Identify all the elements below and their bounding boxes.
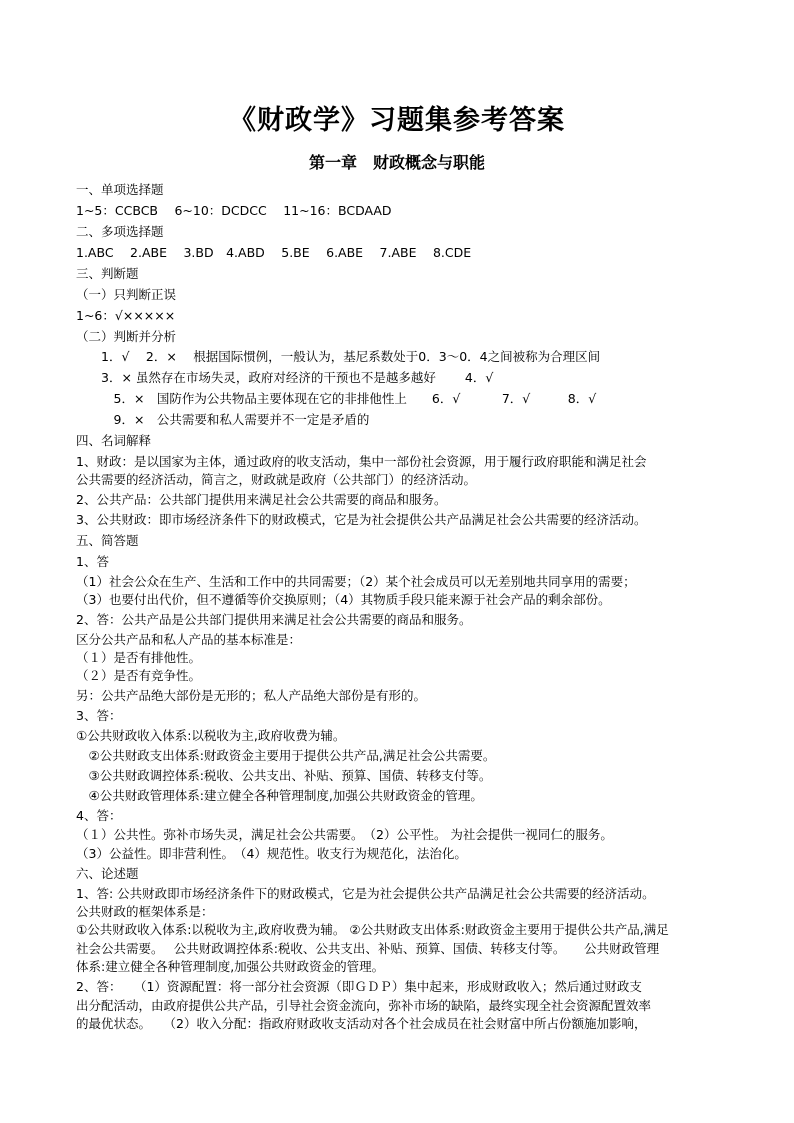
text-line: （1）社会公众在生产、生活和工作中的共同需要；（2）某个社会成员可以无差别地共同享用的需要； (76, 574, 636, 589)
text-line: 3、公共财政：即市场经济条件下的财政模式，它是为社会提供公共产品满足社会公共需要的经济活动。 (76, 512, 647, 527)
text-line: 五、简答题 (76, 533, 139, 548)
text-line: 1、答: 公共财政即市场经济条件下的财政模式，它是为社会提供公共产品满足社会公共需要的经济活动。 (76, 886, 655, 901)
text-line: 公共财政的框架体系是： (76, 904, 214, 919)
text-line: （１）公共性。弥补市场失灵，满足社会公共需要。 （2）公平性。 为社会提供一视同仁的服务。 (76, 827, 613, 842)
text-line: 4、答： (76, 808, 122, 823)
text-line: 三、判断题 (76, 266, 139, 281)
text-line: ②公共财政支出体系:财政资金主要用于提供公共产品,满足社会公共需要。 (76, 748, 496, 763)
text-line: ①公共财政收入体系:以税收为主,政府收费为辅。 (76, 728, 346, 743)
text-line: 体系:建立健全各种管理制度,加强公共财政资金的管理。 (76, 959, 385, 974)
text-line: （１）是否有排他性。 (76, 650, 202, 665)
text-line: ④公共财政管理体系:建立健全各种管理制度,加强公共财政资金的管理。 (76, 788, 483, 803)
text-line: （一）只判断正误 (76, 287, 177, 302)
text-line: 区分公共产品和私人产品的基本标准是： (76, 632, 302, 647)
text-line: 四、名词解释 (76, 433, 152, 448)
text-line: 的最优状态。 （2）收入分配：指政府财政收支活动对各个社会成员在社会财富中所占份额施加影响， (76, 1016, 647, 1031)
text-line: 1．√ 2．× 根据国际惯例，一般认为，基尼系数处于0．3～0．4之间被称为合理区间 (76, 349, 601, 364)
text-line: ③公共财政调控体系:税收、公共支出、补贴、预算、国债、转移支付等。 (76, 768, 492, 783)
text-line: 9．× 公共需要和私人需要并不一定是矛盾的 (76, 412, 370, 427)
text-line: 3、答： (76, 708, 122, 723)
text-line: （二）判断并分析 (76, 329, 177, 344)
text-line: 5．× 国防作为公共物品主要体现在它的非排他性上 6．√ 7．√ 8．√ (76, 391, 597, 406)
text-line: 1.ABC 2.ABE 3.BD 4.ABD 5.BE 6.ABE 7.ABE 8.CDE (76, 245, 472, 260)
text-line: 1~6：√××××× (76, 308, 176, 323)
text-line: 2、公共产品：公共部门提供用来满足社会公共需要的商品和服务。 (76, 492, 447, 507)
text-line: 2、答： （1）资源配置：将一部分社会资源（即ＧＤＰ）集中起来，形成财政收入；然后通过财政支 (76, 979, 642, 994)
text-line: （２）是否有竞争性。 (76, 668, 202, 683)
text-line: 1~5：CCBCB 6~10：DCDCC 11~16：BCDAAD (76, 203, 392, 218)
text-line: 六、论述题 (76, 866, 139, 881)
document-title: 《财政学》习题集参考答案 (229, 105, 565, 136)
text-line: 另：公共产品绝大部份是无形的；私人产品绝大部份是有形的。 (76, 688, 427, 703)
text-line: ①公共财政收入体系:以税收为主,政府收费为辅。 ②公共财政支出体系:财政资金主要用于提供公共产品,满足 (76, 922, 669, 937)
text-line: 二、多项选择题 (76, 224, 164, 239)
chapter-heading: 第一章 财政概念与职能 (308, 153, 485, 172)
text-line: 社会公共需要。 公共财政调控体系:税收、公共支出、补贴、预算、国债、转移支付等。 公共财政管理 (76, 941, 660, 956)
text-line: 1、财政：是以国家为主体，通过政府的收支活动，集中一部份社会资源，用于履行政府职能和满足社会 (76, 454, 647, 469)
text-line: （3）公益性。即非营利性。 （4）规范性。收支行为规范化，法治化。 (76, 846, 467, 861)
text-line: 出分配活动，由政府提供公共产品，引导社会资金流向，弥补市场的缺陷，最终实现全社会资源配置效率 (76, 998, 652, 1013)
text-line: 3．× 虽然存在市场失灵，政府对经济的干预也不是越多越好 4．√ (76, 370, 494, 385)
text-line: 一、单项选择题 (76, 182, 164, 197)
text-line: （3）也要付出代价，但不遵循等价交换原则；（4）其物质手段只能来源于社会产品的剩余部份。 (76, 592, 611, 607)
text-line: 1、答 (76, 554, 109, 569)
text-line: 公共需要的经济活动，简言之，财政就是政府（公共部门）的经济活动。 (76, 472, 477, 487)
text-line: 2、答：公共产品是公共部门提供用来满足社会公共需要的商品和服务。 (76, 612, 472, 627)
